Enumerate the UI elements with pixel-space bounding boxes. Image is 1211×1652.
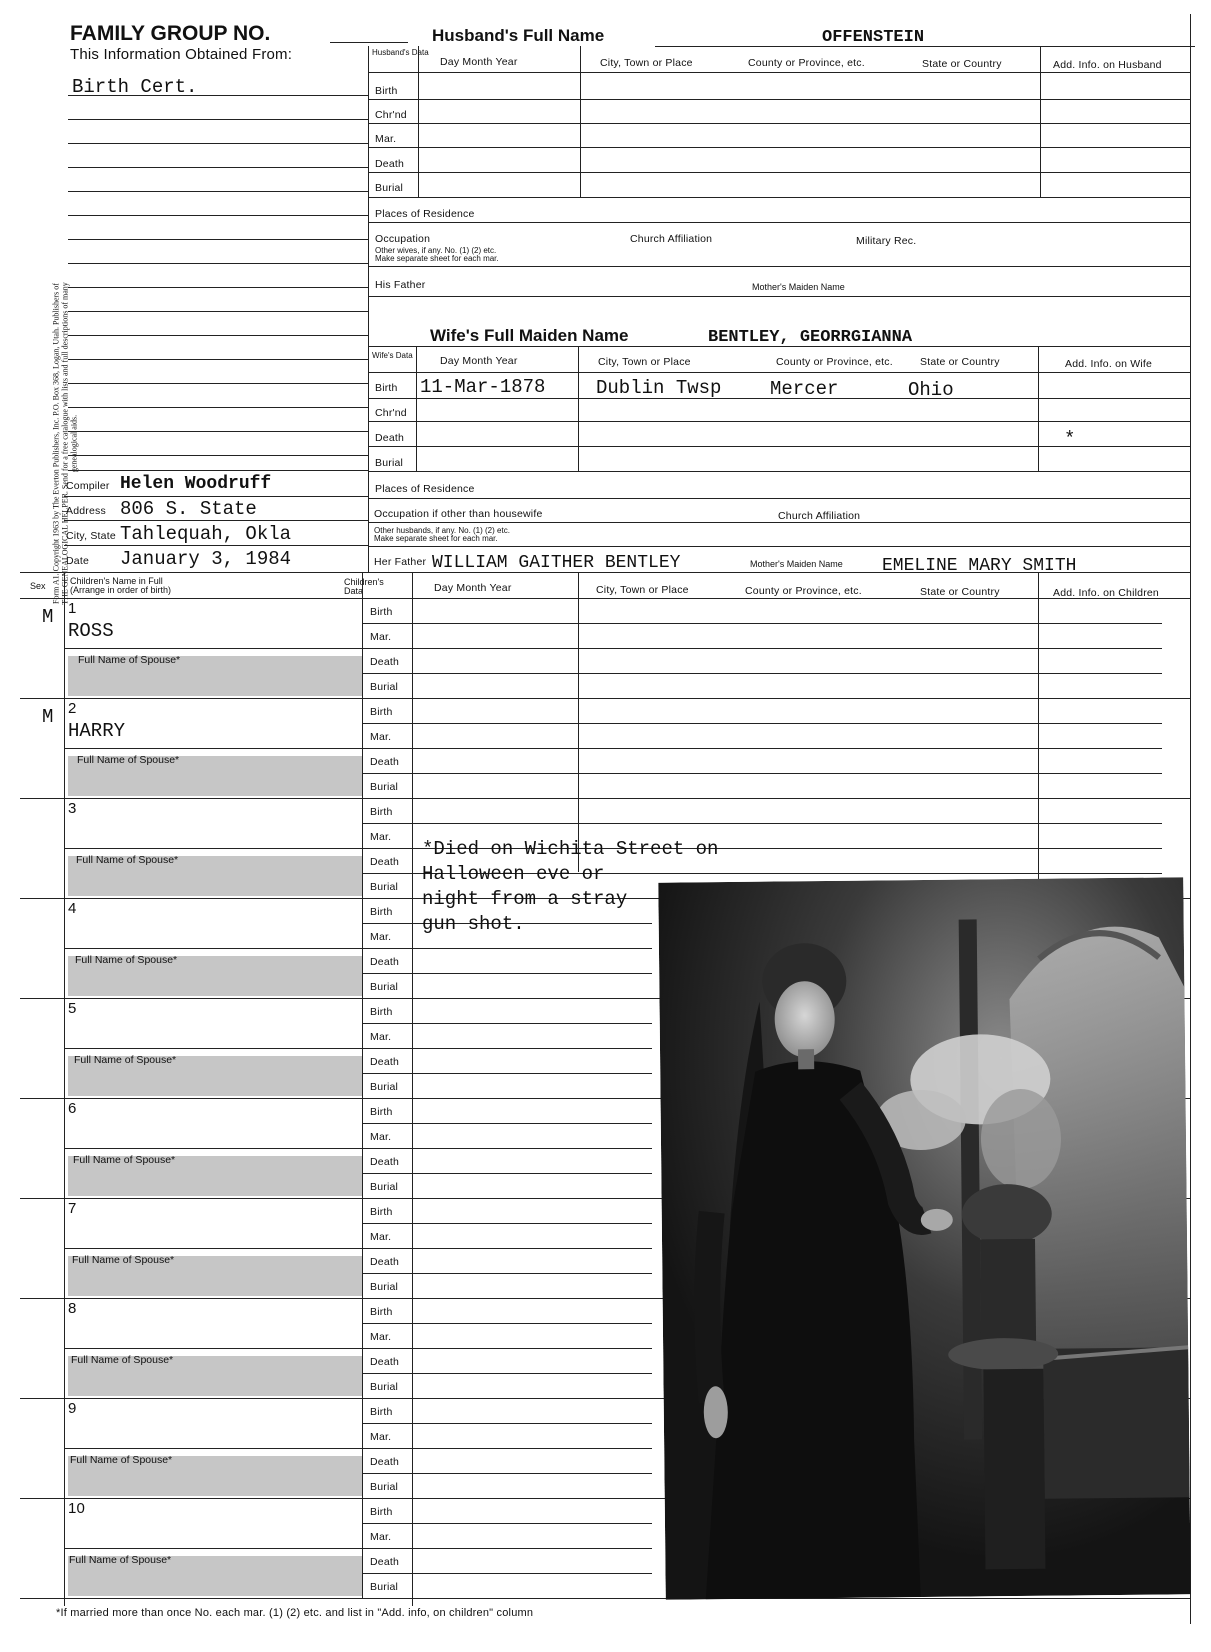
child-number: 10 (68, 1500, 86, 1517)
grid-line (362, 1273, 652, 1274)
child-burial-label: Burial (370, 981, 399, 993)
child-number: 2 (68, 700, 77, 717)
child-birth-label: Birth (370, 806, 393, 818)
address-value: 806 S. State (120, 498, 257, 520)
address-label: Address (66, 505, 106, 517)
source-value: Birth Cert. (72, 76, 198, 98)
husband-county-header: County or Province, etc. (748, 57, 865, 69)
husband-city-header: City, Town or Place (600, 57, 693, 69)
wife-full-maiden-label: Wife's Full Maiden Name (430, 326, 629, 345)
grid-line (362, 1023, 652, 1024)
child-name: ROSS (68, 620, 114, 642)
child-number: 5 (68, 1000, 77, 1017)
wife-birth-city: Dublin Twsp (596, 377, 722, 399)
note-line-1: *Died on Wichita Street on (422, 838, 719, 860)
wife-church-label: Church Affiliation (778, 510, 861, 522)
wife-chrnd-label: Chr'nd (375, 407, 407, 419)
child-death-label: Death (370, 756, 400, 768)
page-right-border (1190, 14, 1191, 1624)
husband-full-name-label: Husband's Full Name (432, 26, 605, 45)
wife-death-note-mark: * (1064, 428, 1076, 450)
husband-church-label: Church Affiliation (630, 233, 713, 245)
grid-line (368, 522, 1190, 523)
child-burial-label: Burial (370, 1581, 399, 1593)
wife-birth-county: Mercer (770, 378, 839, 400)
wife-date-header: Day Month Year (440, 355, 518, 367)
child-sex: M (42, 706, 54, 728)
husband-death-label: Death (375, 158, 405, 170)
wife-mothers-maiden-value: EMELINE MARY SMITH (882, 556, 1077, 576)
note-line-2: Halloween eve or (422, 863, 605, 885)
grid-divider (362, 1498, 363, 1598)
wife-death-label: Death (375, 432, 405, 444)
husband-military-label: Military Rec. (856, 235, 917, 247)
note-line-4: gun shot. (422, 913, 525, 935)
child-name-line (64, 1448, 362, 1449)
her-father-value: WILLIAM GAITHER BENTLEY (432, 553, 681, 573)
compiler-label: Compiler (66, 480, 110, 492)
family-group-label: FAMILY GROUP NO. (70, 22, 271, 45)
child-birth-label: Birth (370, 706, 393, 718)
husband-surname: OFFENSTEIN (822, 28, 925, 47)
grid-line (362, 648, 1162, 649)
husband-state-header: State or Country (922, 58, 1002, 70)
child-burial-label: Burial (370, 1181, 399, 1193)
child-death-label: Death (370, 1156, 400, 1168)
child-number: 3 (68, 800, 77, 817)
child-number: 9 (68, 1400, 77, 1417)
wife-county-header: County or Province, etc. (776, 356, 893, 368)
husband-date-header: Day Month Year (440, 56, 518, 68)
husband-other-wives: Other wives, if any. No. (1) (2) etc. (375, 246, 497, 255)
child-death-label: Death (370, 856, 400, 868)
grid-line (362, 748, 1162, 749)
husband-occupation-label: Occupation (375, 233, 431, 245)
children-county-header: County or Province, etc. (745, 585, 862, 597)
grid-line (368, 346, 1190, 347)
children-name-header: Children's Name in Full (70, 576, 163, 586)
child-mar-label: Mar. (370, 1231, 392, 1243)
child-birth-label: Birth (370, 606, 393, 618)
grid-line (362, 948, 652, 949)
grid-line (368, 99, 1190, 100)
child-number: 7 (68, 1200, 77, 1217)
spouse-name-label: Full Name of Spouse* (77, 754, 180, 766)
grid-divider (368, 46, 369, 572)
compiler-line (64, 496, 368, 497)
grid-divider (1038, 346, 1039, 472)
grid-line (362, 1548, 652, 1549)
grid-line (368, 222, 1190, 223)
date-value: January 3, 1984 (120, 548, 292, 570)
grid-divider (580, 46, 581, 198)
grid-line (368, 398, 1190, 399)
children-state-header: State or Country (920, 586, 1000, 598)
spouse-name-label: Full Name of Spouse* (71, 1354, 174, 1366)
husband-mar-label: Mar. (375, 133, 397, 145)
child-name-line (64, 748, 362, 749)
child-name-line (64, 1548, 362, 1549)
child-birth-label: Birth (370, 1106, 393, 1118)
children-order-header: (Arrange in order of birth) (70, 585, 172, 595)
child-mar-label: Mar. (370, 831, 392, 843)
husband-separate-sheet: Make separate sheet for each mar. (375, 254, 499, 263)
child-sex: M (42, 606, 54, 628)
grid-line (362, 1123, 652, 1124)
grid-line (368, 372, 1190, 373)
info-obtained-label: This Information Obtained From: (70, 46, 293, 63)
wife-separate-sheet: Make separate sheet for each mar. (374, 534, 498, 543)
child-number: 8 (68, 1300, 77, 1317)
child-name-line (64, 1148, 362, 1149)
grid-divider (362, 598, 363, 698)
wife-city-header: City, Town or Place (598, 356, 691, 368)
child-block-separator (20, 798, 1190, 799)
spouse-name-label: Full Name of Spouse* (74, 1054, 177, 1066)
spouse-name-label: Full Name of Spouse* (70, 1454, 173, 1466)
child-mar-label: Mar. (370, 931, 392, 943)
child-birth-label: Birth (370, 1306, 393, 1318)
child-mar-label: Mar. (370, 1431, 392, 1443)
grid-line (362, 1148, 652, 1149)
spouse-name-label: Full Name of Spouse* (73, 1154, 176, 1166)
sex-header: Sex (30, 581, 46, 591)
child-mar-label: Mar. (370, 731, 392, 743)
grid-line (20, 572, 1190, 573)
husband-residence-label: Places of Residence (375, 208, 475, 220)
his-father-label: His Father (375, 279, 426, 291)
grid-line (362, 673, 1162, 674)
grid-line (368, 72, 1190, 73)
grid-line (362, 1173, 652, 1174)
grid-line (362, 1473, 652, 1474)
grid-divider (412, 572, 413, 1606)
wife-state-header: State or Country (920, 356, 1000, 368)
child-mar-label: Mar. (370, 1031, 392, 1043)
child-death-label: Death (370, 1456, 400, 1468)
wife-birth-label: Birth (375, 382, 398, 394)
spouse-name-label: Full Name of Spouse* (69, 1554, 172, 1566)
child-birth-label: Birth (370, 906, 393, 918)
child-death-label: Death (370, 1256, 400, 1268)
wife-birth-state: Ohio (908, 379, 954, 401)
husband-name-line (655, 46, 1195, 47)
child-death-label: Death (370, 656, 400, 668)
child-death-label: Death (370, 956, 400, 968)
children-add-info-header: Add. Info. on Children (1053, 587, 1159, 599)
grid-line (368, 147, 1190, 148)
spouse-name-label: Full Name of Spouse* (76, 854, 179, 866)
grid-line (362, 1448, 652, 1449)
note-line-3: night from a stray (422, 888, 628, 910)
grid-divider (362, 1098, 363, 1198)
child-birth-label: Birth (370, 1506, 393, 1518)
child-mar-label: Mar. (370, 631, 392, 643)
portrait-photograph (658, 877, 1190, 1599)
grid-divider (362, 898, 363, 998)
wife-add-info-header: Add. Info. on Wife (1065, 358, 1153, 370)
grid-divider (1038, 572, 1039, 882)
wife-other-husbands: Other husbands, if any. No. (1) (2) etc. (374, 526, 510, 535)
grid-line (362, 823, 1162, 824)
grid-line (362, 1048, 652, 1049)
grid-line (362, 1573, 652, 1574)
child-name-line (64, 848, 362, 849)
grid-line (368, 197, 1190, 198)
spouse-name-label: Full Name of Spouse* (75, 954, 178, 966)
child-block-separator (20, 598, 1190, 599)
grid-divider (362, 1398, 363, 1498)
grid-line (362, 1223, 652, 1224)
child-burial-label: Burial (370, 881, 399, 893)
footer-note: *If married more than once No. each mar. (1) (2) etc. and list in "Add. info, on children" column (56, 1607, 534, 1619)
child-birth-label: Birth (370, 1206, 393, 1218)
her-father-label: Her Father (374, 556, 427, 568)
copyright-notice: Form A1. Copyright 1963 by The Everton Publishers, Inc. P.O. Box 368, Logan, Utah. Publishers of THE GENEALOGICAL HELPER. Send for a free catalogue with lists and full descriptions of many genealogical aids. (51, 282, 79, 605)
grid-line (368, 296, 1190, 297)
grid-line (368, 123, 1190, 124)
husband-burial-label: Burial (375, 182, 404, 194)
grid-divider (362, 798, 363, 898)
grid-line (368, 471, 1190, 472)
children-date-header: Day Month Year (434, 582, 512, 594)
child-name-line (64, 648, 362, 649)
wifes-data-label: Wife's Data (372, 351, 413, 360)
wife-occupation-label: Occupation if other than housewife (374, 508, 543, 520)
grid-line (362, 1373, 652, 1374)
wife-burial-label: Burial (375, 457, 404, 469)
grid-line (362, 1348, 652, 1349)
grid-divider (362, 998, 363, 1098)
husband-birth-label: Birth (375, 85, 398, 97)
child-death-label: Death (370, 1356, 400, 1368)
grid-divider (362, 1298, 363, 1398)
city-state-line (64, 545, 368, 546)
grid-divider (1040, 46, 1041, 198)
grid-divider (362, 572, 363, 600)
compiler-value: Helen Woodruff (120, 474, 272, 494)
address-line (64, 520, 368, 521)
child-death-label: Death (370, 1556, 400, 1568)
child-name-line (64, 1348, 362, 1349)
child-burial-label: Burial (370, 781, 399, 793)
child-burial-label: Burial (370, 1481, 399, 1493)
child-death-label: Death (370, 1056, 400, 1068)
child-number: 6 (68, 1100, 77, 1117)
family-group-number-line (330, 42, 408, 43)
grid-line (20, 1598, 1190, 1599)
grid-line (362, 1323, 652, 1324)
husband-chrnd-label: Chr'nd (375, 109, 407, 121)
child-mar-label: Mar. (370, 1331, 392, 1343)
wife-full-maiden-value: BENTLEY, GEORRGIANNA (708, 328, 913, 347)
grid-line (368, 266, 1190, 267)
grid-divider (578, 346, 579, 472)
wife-residence-label: Places of Residence (375, 483, 475, 495)
childrens-data-header: Children's Data (344, 577, 384, 596)
spouse-name-label: Full Name of Spouse* (72, 1254, 175, 1266)
grid-divider (64, 572, 65, 1606)
grid-divider (362, 1198, 363, 1298)
child-burial-label: Burial (370, 681, 399, 693)
husband-mothers-maiden-label: Mother's Maiden Name (752, 282, 845, 292)
grid-divider (362, 698, 363, 798)
grid-line (368, 421, 1190, 422)
grid-line (362, 1423, 652, 1424)
child-block-separator (20, 698, 1190, 699)
grid-divider (418, 46, 419, 198)
grid-line (362, 973, 652, 974)
child-number: 1 (68, 600, 77, 617)
grid-line (362, 1523, 652, 1524)
child-name-line (64, 1048, 362, 1049)
child-burial-label: Burial (370, 1081, 399, 1093)
date-label: Date (66, 555, 89, 567)
husband-add-info-header: Add. Info. on Husband (1053, 59, 1162, 71)
grid-divider (578, 572, 579, 872)
child-number: 4 (68, 900, 77, 917)
grid-line (362, 623, 1162, 624)
grid-divider (416, 346, 417, 472)
child-name-line (64, 1248, 362, 1249)
wife-birth-date: 11-Mar-1878 (420, 376, 546, 398)
grid-line (368, 172, 1190, 173)
grid-line (362, 1248, 652, 1249)
child-name-line (64, 948, 362, 949)
child-burial-label: Burial (370, 1381, 399, 1393)
child-mar-label: Mar. (370, 1531, 392, 1543)
grid-line (368, 498, 1190, 499)
spouse-name-label: Full Name of Spouse* (78, 654, 181, 666)
grid-line (362, 1073, 652, 1074)
child-birth-label: Birth (370, 1406, 393, 1418)
child-birth-label: Birth (370, 1006, 393, 1018)
wife-mothers-maiden-label: Mother's Maiden Name (750, 559, 843, 569)
grid-line (368, 446, 1190, 447)
child-name: HARRY (68, 720, 126, 742)
city-state-label: City, State (66, 530, 116, 542)
grid-line (368, 546, 1190, 547)
grid-line (362, 773, 1162, 774)
child-mar-label: Mar. (370, 1131, 392, 1143)
city-state-value: Tahlequah, Okla (120, 523, 292, 545)
child-burial-label: Burial (370, 1281, 399, 1293)
husbands-data-label: Husband's Data (372, 48, 429, 57)
grid-line (362, 723, 1162, 724)
children-city-header: City, Town or Place (596, 584, 689, 596)
